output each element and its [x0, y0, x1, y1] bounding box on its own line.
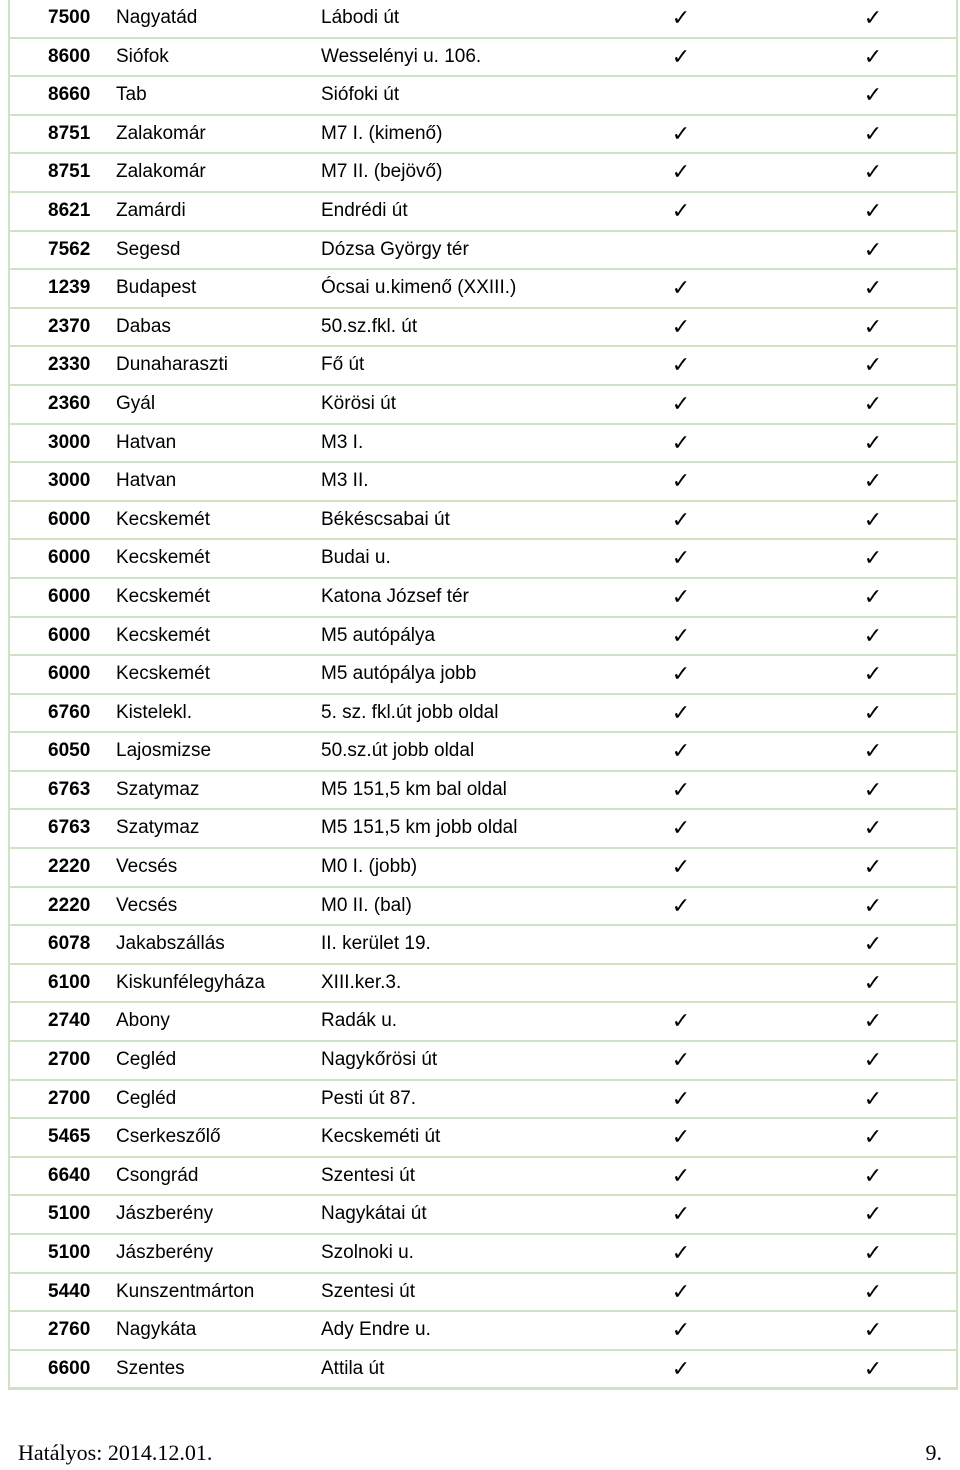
- city-name: Vecsés: [116, 856, 178, 878]
- table-row: [10, 347, 956, 386]
- address: M7 II. (bejövő): [321, 161, 443, 183]
- check-icon: ✓: [671, 699, 691, 725]
- table-row: [10, 1042, 956, 1081]
- city-name: Vecsés: [116, 894, 178, 916]
- check-icon: ✓: [671, 506, 691, 532]
- city-name: Lajosmizse: [116, 740, 212, 762]
- zip-code: 2370: [48, 315, 91, 337]
- zip-code: 6763: [48, 778, 91, 800]
- table-row: [10, 810, 956, 849]
- address: M0 I. (jobb): [321, 856, 418, 878]
- zip-code: 6000: [48, 663, 91, 685]
- check-icon: ✓: [863, 43, 883, 69]
- table-row: [10, 733, 956, 772]
- address: 50.sz.fkl. út: [321, 315, 418, 337]
- check-icon: ✓: [671, 1201, 691, 1227]
- table-row: [10, 926, 956, 965]
- check-icon: ✓: [863, 159, 883, 185]
- zip-code: 5440: [48, 1280, 91, 1302]
- city-name: Szatymaz: [116, 817, 200, 839]
- zip-code: 6600: [48, 1357, 91, 1379]
- check-icon: ✓: [863, 1047, 883, 1073]
- check-icon: ✓: [863, 120, 883, 146]
- city-name: Kunszentmárton: [116, 1280, 255, 1302]
- city-name: Kecskemét: [116, 663, 210, 685]
- zip-code: 5465: [48, 1126, 91, 1148]
- address: Ady Endre u.: [321, 1319, 431, 1341]
- zip-code: 8621: [48, 199, 91, 221]
- city-name: Cserkeszőlő: [116, 1126, 221, 1148]
- check-icon: ✓: [863, 1240, 883, 1265]
- zip-code: 7500: [48, 7, 91, 28]
- check-icon: ✓: [863, 1124, 883, 1150]
- check-icon: ✓: [671, 854, 691, 880]
- address: Lábodi út: [321, 7, 400, 28]
- table-row: [10, 1081, 956, 1120]
- address: 5. sz. fkl.út jobb oldal: [321, 701, 499, 723]
- zip-code: 7562: [48, 238, 91, 260]
- check-icon: ✓: [863, 661, 883, 687]
- zip-code: 5100: [48, 1203, 91, 1225]
- check-icon: ✓: [863, 854, 883, 880]
- check-icon: ✓: [863, 429, 883, 455]
- check-icon: ✓: [863, 5, 883, 30]
- zip-code: 6763: [48, 817, 91, 839]
- zip-code: 1239: [48, 277, 91, 299]
- check-icon: ✓: [863, 1008, 883, 1034]
- address: Kecskeméti út: [321, 1126, 441, 1148]
- check-icon: ✓: [671, 815, 691, 841]
- city-name: Kiskunfélegyháza: [116, 971, 265, 993]
- check-icon: ✓: [671, 197, 691, 223]
- address: M5 autópálya: [321, 624, 436, 646]
- address: M3 I.: [321, 431, 364, 453]
- page-footer: [18, 1440, 942, 1470]
- city-name: Zalakomár: [116, 122, 206, 144]
- city-name: Hatvan: [116, 470, 177, 492]
- address: Nagykátai út: [321, 1203, 427, 1225]
- city-name: Abony: [116, 1010, 170, 1032]
- zip-code: 6050: [48, 740, 91, 762]
- city-name: Jakabszállás: [116, 933, 225, 955]
- table-row: [10, 1119, 956, 1158]
- table-row: [10, 849, 956, 888]
- address: Körösi út: [321, 392, 396, 414]
- address: M7 I. (kimenő): [321, 122, 443, 144]
- check-icon: ✓: [671, 275, 691, 301]
- address: Endrédi út: [321, 199, 408, 221]
- city-name: Zalakomár: [116, 161, 206, 183]
- check-icon: ✓: [863, 1355, 883, 1381]
- table-row: [10, 695, 956, 734]
- table-row: [10, 1003, 956, 1042]
- check-icon: ✓: [863, 390, 883, 416]
- check-icon: ✓: [863, 1317, 883, 1343]
- check-icon: ✓: [671, 1124, 691, 1150]
- check-icon: ✓: [863, 236, 883, 262]
- zip-code: 2700: [48, 1087, 91, 1109]
- check-icon: ✓: [863, 931, 883, 957]
- address: Békéscsabai út: [321, 508, 450, 530]
- address: Szolnoki u.: [321, 1242, 414, 1263]
- city-name: Dabas: [116, 315, 171, 337]
- check-icon: ✓: [863, 352, 883, 378]
- zip-code: 8600: [48, 45, 91, 67]
- address: Fő út: [321, 354, 365, 376]
- table-row: [10, 579, 956, 618]
- table-row: [10, 232, 956, 271]
- table-row: [10, 77, 956, 116]
- zip-code: 2760: [48, 1319, 91, 1341]
- city-name: Szentes: [116, 1357, 185, 1379]
- zip-code: 8660: [48, 84, 91, 106]
- address: Katona József tér: [321, 585, 469, 607]
- city-name: Cegléd: [116, 1087, 177, 1109]
- address: Ócsai u.kimenő (XXIII.): [321, 277, 517, 299]
- zip-code: 8751: [48, 161, 91, 183]
- zip-code: 6000: [48, 585, 91, 607]
- address: M5 151,5 km bal oldal: [321, 778, 507, 800]
- check-icon: ✓: [863, 776, 883, 802]
- check-icon: ✓: [671, 1355, 691, 1381]
- check-icon: ✓: [671, 892, 691, 918]
- check-icon: ✓: [671, 43, 691, 69]
- address: 50.sz.út jobb oldal: [321, 740, 475, 762]
- city-name: Budapest: [116, 277, 197, 299]
- zip-code: 2330: [48, 354, 91, 376]
- check-icon: ✓: [863, 197, 883, 223]
- address: Szentesi út: [321, 1164, 415, 1186]
- city-name: Zamárdi: [116, 199, 186, 221]
- check-icon: ✓: [863, 892, 883, 918]
- table-row: [10, 386, 956, 425]
- check-icon: ✓: [671, 1240, 691, 1265]
- check-icon: ✓: [863, 1162, 883, 1188]
- table-row: [10, 463, 956, 502]
- check-icon: ✓: [671, 468, 691, 494]
- table-row: [10, 309, 956, 348]
- table-row: [10, 656, 956, 695]
- address: II. kerület 19.: [321, 933, 431, 955]
- zip-code: 2220: [48, 894, 91, 916]
- table-row: [10, 1158, 956, 1197]
- zip-code: 5100: [48, 1242, 91, 1263]
- address: M5 151,5 km jobb oldal: [321, 817, 518, 839]
- zip-code: 6000: [48, 547, 91, 569]
- check-icon: ✓: [671, 352, 691, 378]
- table-row: [10, 965, 956, 1004]
- zip-code: 6760: [48, 701, 91, 723]
- address: Pesti út 87.: [321, 1087, 417, 1109]
- address: Wesselényi u. 106.: [321, 45, 482, 67]
- city-name: Csongrád: [116, 1164, 199, 1186]
- check-icon: ✓: [863, 506, 883, 532]
- table-row: [10, 0, 956, 39]
- city-name: Szatymaz: [116, 778, 200, 800]
- check-icon: ✓: [863, 815, 883, 841]
- address: Siófoki út: [321, 84, 400, 106]
- city-name: Siófok: [116, 45, 169, 67]
- check-icon: ✓: [863, 275, 883, 301]
- address: M3 II.: [321, 470, 369, 492]
- check-icon: ✓: [671, 661, 691, 687]
- zip-code: 6000: [48, 624, 91, 646]
- zip-code: 6100: [48, 971, 91, 993]
- check-icon: ✓: [863, 1085, 883, 1111]
- check-icon: ✓: [671, 120, 691, 146]
- check-icon: ✓: [671, 738, 691, 764]
- table-row: [10, 618, 956, 657]
- page-number: 9.: [925, 1440, 942, 1465]
- check-icon: ✓: [671, 159, 691, 185]
- check-icon: ✓: [671, 583, 691, 609]
- check-icon: ✓: [671, 1085, 691, 1111]
- address: Radák u.: [321, 1010, 398, 1032]
- address: XIII.ker.3.: [321, 971, 402, 993]
- validity-date: Hatályos: 2014.12.01.: [18, 1440, 213, 1465]
- check-icon: ✓: [863, 699, 883, 725]
- address: Budai u.: [321, 547, 391, 569]
- city-name: Jászberény: [116, 1242, 214, 1263]
- zip-code: 6640: [48, 1164, 91, 1186]
- table-row: [10, 1351, 956, 1388]
- locations-table: [8, 0, 958, 1390]
- check-icon: ✓: [863, 468, 883, 494]
- check-icon: ✓: [671, 390, 691, 416]
- check-icon: ✓: [863, 1201, 883, 1227]
- zip-code: 3000: [48, 431, 91, 453]
- city-name: Segesd: [116, 238, 181, 260]
- city-name: Nagykáta: [116, 1319, 197, 1341]
- table-row: [10, 154, 956, 193]
- check-icon: ✓: [671, 313, 691, 339]
- check-icon: ✓: [863, 969, 883, 995]
- check-icon: ✓: [863, 583, 883, 609]
- check-icon: ✓: [671, 1278, 691, 1304]
- zip-code: 2740: [48, 1010, 91, 1032]
- check-icon: ✓: [671, 5, 691, 30]
- address: Attila út: [321, 1357, 385, 1379]
- check-icon: ✓: [863, 622, 883, 648]
- table-row: [10, 1274, 956, 1313]
- city-name: Kecskemét: [116, 547, 210, 569]
- city-name: Tab: [116, 84, 147, 106]
- city-name: Dunaharaszti: [116, 354, 228, 376]
- zip-code: 6078: [48, 933, 91, 955]
- check-icon: ✓: [671, 1047, 691, 1073]
- table-row: [10, 116, 956, 155]
- zip-code: 2220: [48, 856, 91, 878]
- check-icon: ✓: [671, 622, 691, 648]
- check-icon: ✓: [671, 1008, 691, 1034]
- zip-code: 3000: [48, 470, 91, 492]
- city-name: Kecskemét: [116, 508, 210, 530]
- table-row: [10, 1312, 956, 1351]
- check-icon: ✓: [671, 1162, 691, 1188]
- address: Szentesi út: [321, 1280, 415, 1302]
- table-row: [10, 772, 956, 811]
- check-icon: ✓: [863, 313, 883, 339]
- zip-code: 2360: [48, 392, 91, 414]
- check-icon: ✓: [863, 1278, 883, 1304]
- city-name: Nagyatád: [116, 7, 198, 28]
- table-row: [10, 270, 956, 309]
- zip-code: 2700: [48, 1049, 91, 1071]
- table-row: [10, 193, 956, 232]
- table-row: [10, 888, 956, 927]
- table-row: [10, 425, 956, 464]
- address: M0 II. (bal): [321, 894, 412, 916]
- city-name: Hatvan: [116, 431, 177, 453]
- zip-code: 8751: [48, 122, 91, 144]
- table-row: [10, 540, 956, 579]
- table-row: [10, 502, 956, 541]
- check-icon: ✓: [863, 738, 883, 764]
- city-name: Kistelekl.: [116, 701, 193, 723]
- address: Nagykőrösi út: [321, 1049, 438, 1071]
- address: M5 autópálya jobb: [321, 663, 477, 685]
- check-icon: ✓: [671, 545, 691, 571]
- city-name: Kecskemét: [116, 624, 210, 646]
- table-row: [10, 39, 956, 78]
- check-icon: ✓: [863, 545, 883, 571]
- check-icon: ✓: [863, 82, 883, 108]
- city-name: Gyál: [116, 392, 156, 414]
- zip-code: 6000: [48, 508, 91, 530]
- city-name: Jászberény: [116, 1203, 214, 1225]
- address: Dózsa György tér: [321, 238, 469, 260]
- city-name: Cegléd: [116, 1049, 177, 1071]
- check-icon: ✓: [671, 1317, 691, 1343]
- city-name: Kecskemét: [116, 585, 210, 607]
- table-row: [10, 1196, 956, 1235]
- table-row: [10, 1235, 956, 1274]
- check-icon: ✓: [671, 776, 691, 802]
- check-icon: ✓: [671, 429, 691, 455]
